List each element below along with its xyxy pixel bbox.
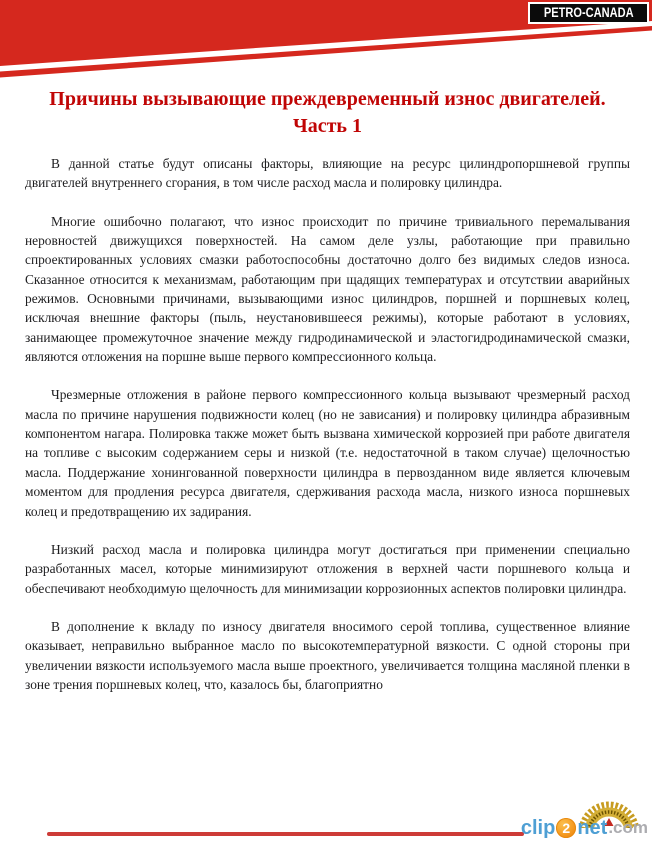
petro-canada-logo [528,2,650,24]
clip2net-clip-text: clip [520,817,556,839]
article-body [25,86,630,713]
article-paragraph-5: В дополнение к вкладу по износу двигателя вносимого серой топлива, существенное влияние оказывает, неправильно выбранное масло по высокотемпературной вязкости. С одной стороны при увеличении вязкости используемого масла выше проектного, увеличивается толщина масляной пленки в зоне трения поршневых колец, что, казалось бы, благоприятно [25,618,630,692]
article-paragraph-1: В данной статье будут описаны факторы, влияющие на ресурс цилиндропоршневой группы двигателей внутреннего сгорания, в том числе расход масла и полировку цилиндра. [25,156,630,191]
article-paragraph-2: Многие ошибочно полагают, что износ происходит по причине тривиального перемалывания неровностей движущихся поверхностей. На самом деле узлы, работающие при правильно спроектированных условиях смазки работоспособны достаточно долго без видимых следов износа. Сказанное относится к механизмам, работающим при щадящих температурах и отсутствии аварийных режимов. Основными причинами, вызывающими износ цилиндров, поршней и поршневых колец, исключая внешние факторы (пыль, неустановившееся режимы), которые работают в условиях, занимающее промежуточное значение между гидродинамической и эластогидродинамической смазки, являются отложения на поршне выше первого компрессионного кольца. [25,213,630,365]
clip2net-watermark [521,817,648,839]
footer-divider-rule [47,832,524,836]
petro-canada-logo-text: PETRO-CANADA [543,5,634,20]
article-paragraph-3: Чрезмерные отложения в районе первого компрессионного кольца вызывают чрезмерный расход масла по причине нарушения подвижности колец (но не зависания) и полировку цилиндра абразивным компонентом нагара. Полировка также может быть вызвана химической коррозией при работе двигателя на топливе с высоким содержанием серы и низкой (т.е. недостаточной в таком случае) щелочностью масла. Поддержание хонингованной поверхности цилиндра в первозданном виде является ключевым моментом для продления ресурса двигателя, сдерживания расхода масла, низкого износа поршневых колец и предотвращению их задирания. [25,387,630,519]
clip2net-net-text: net [577,817,608,839]
article-title: Причины вызывающие преждевременный износ двигателей. Часть 1 [49,88,606,137]
clip2net-com-text: .com [608,818,648,837]
clip2net-2-badge: 2 [556,818,576,838]
article-paragraph-4: Низкий расход масла и полировка цилиндра могут достигаться при применении специально разработанных масел, которые минимизируют отложения в верхней части поршневого кольца и обеспечивают необходимую щелочность для минимизации коррозионных аспектов полировки цилиндра. [25,541,630,596]
